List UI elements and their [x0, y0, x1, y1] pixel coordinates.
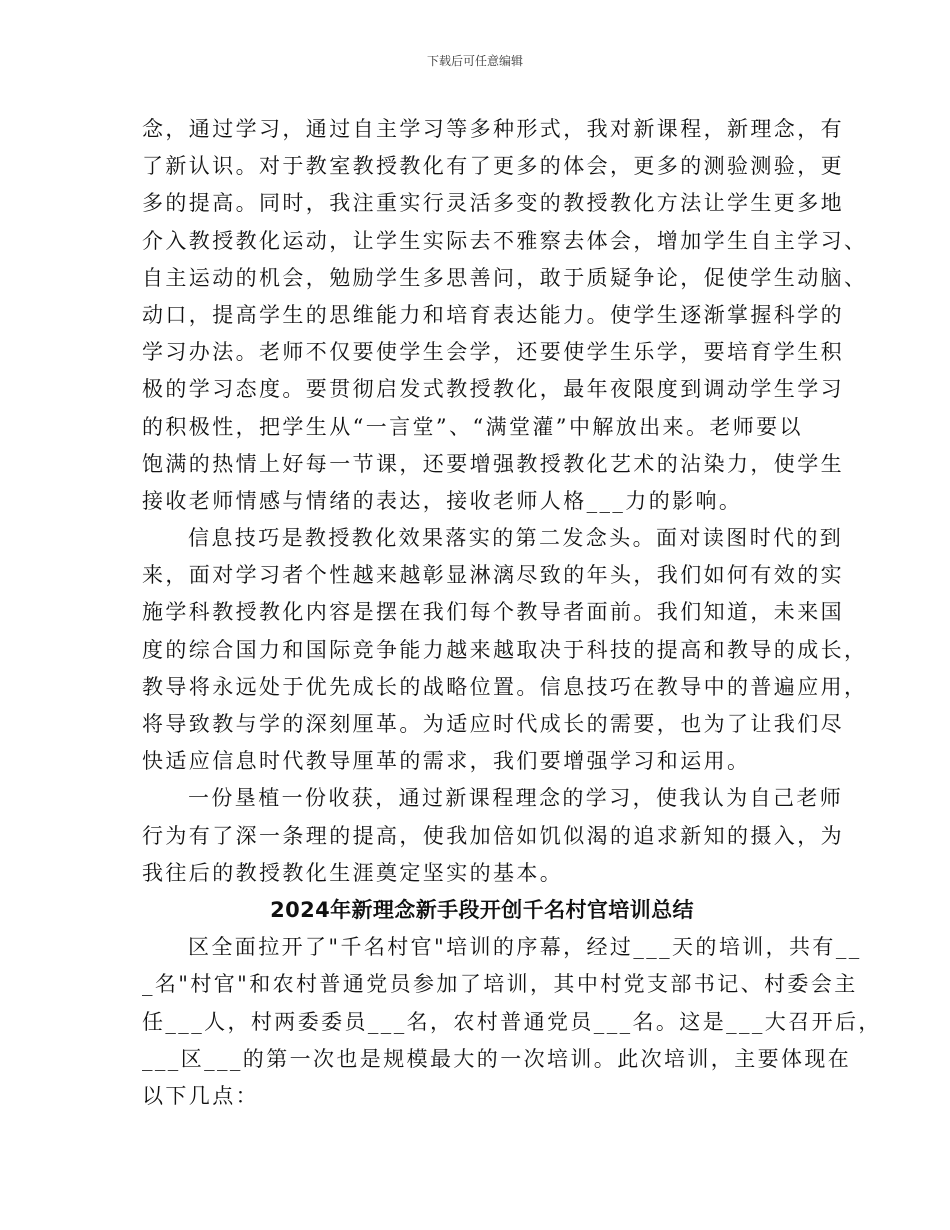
- paragraph-line: 一份垦植一份收获，通过新课程理念的学习，使我认为自己老师: [188, 786, 844, 811]
- paragraph-line: 教导将永远处于优先成长的战略位置。信息技巧在教导中的普遍应用，: [142, 674, 868, 699]
- paragraph-line: 介入教授教化运动，让学生实际去不雅察去体会，增加学生自主学习、: [142, 228, 868, 253]
- paragraph-line: 信息技巧是教授教化效果落实的第二发念头。面对读图时代的到: [188, 526, 844, 551]
- paragraph-line: 念，通过学习，通过自主学习等多种形式，我对新课程，新理念，有: [142, 117, 844, 141]
- paragraph-line: 接收老师情感与情绪的表达，接收老师人格___力的影响。: [142, 488, 743, 513]
- paragraph-line: 施学科教授教化内容是摆在我们每个教导者面前。我们知道，未来国: [142, 600, 844, 625]
- paragraph-line: 的积极性，把学生从“一言堂”、“满堂灌”中解放出来。老师要以: [142, 414, 803, 439]
- paragraph-line: 学习办法。老师不仅要使学生会学，还要使学生乐学，要培育学生积: [142, 340, 844, 365]
- paragraph-line: 我往后的教授教化生涯奠定坚实的基本。: [142, 860, 564, 885]
- paragraph-line: 任___人，村两委委员___名，农村普通党员___名。这是___大召开后，: [142, 1009, 882, 1034]
- document-body: [142, 111, 882, 1115]
- paragraph-line: 快适应信息时代教导厘革的需求，我们要增强学习和运用。: [142, 749, 751, 774]
- paragraph-line: 多的提高。同时，我注重实行灵活多变的教授教化方法让学生更多地: [142, 191, 844, 216]
- paragraph-line: 度的综合国力和国际竞争能力越来越取决于科技的提高和教导的成长，: [142, 637, 868, 662]
- paragraph-line: _名"村官"和农村普通党员参加了培训，其中村党支部书记、村委会主: [142, 972, 858, 997]
- paragraph-line: 行为有了深一条理的提高，使我加倍如饥似渴的追求新知的摄入，为: [142, 823, 844, 848]
- paragraph-line: ___区___的第一次也是规模最大的一次培训。此次培训，主要体现在: [142, 1046, 852, 1071]
- header-note: 下载后可任意编辑: [426, 54, 523, 68]
- article-title: 2024年新理念新手段开创千名村官培训总结: [270, 897, 694, 922]
- paragraph-line: 了新认识。对于教室教授教化有了更多的体会，更多的测验测验，更: [142, 154, 844, 179]
- paragraph-line: 区全面拉开了"千名村官"培训的序幕，经过___天的培训，共有__: [188, 935, 862, 960]
- paragraph-line: 自主运动的机会，勉励学生多思善问，敢于质疑争论，促使学生动脑、: [142, 265, 868, 290]
- paragraph-line: 动口，提高学生的思维能力和培育表达能力。使学生逐渐掌握科学的: [142, 302, 844, 327]
- paragraph-line: 将导致教与学的深刻厘革。为适应时代成长的需要，也为了让我们尽: [142, 712, 844, 736]
- paragraph-line: 来，面对学习者个性越来越彰显淋漓尽致的年头，我们如何有效的实: [142, 563, 844, 588]
- paragraph-line: 极的学习态度。要贯彻启发式教授教化，最年夜限度到调动学生学习: [142, 377, 844, 402]
- paragraph-line: 以下几点：: [142, 1083, 259, 1108]
- paragraph-line: 饱满的热情上好每一节课，还要增强教授教化艺术的沾染力，使学生: [142, 451, 844, 476]
